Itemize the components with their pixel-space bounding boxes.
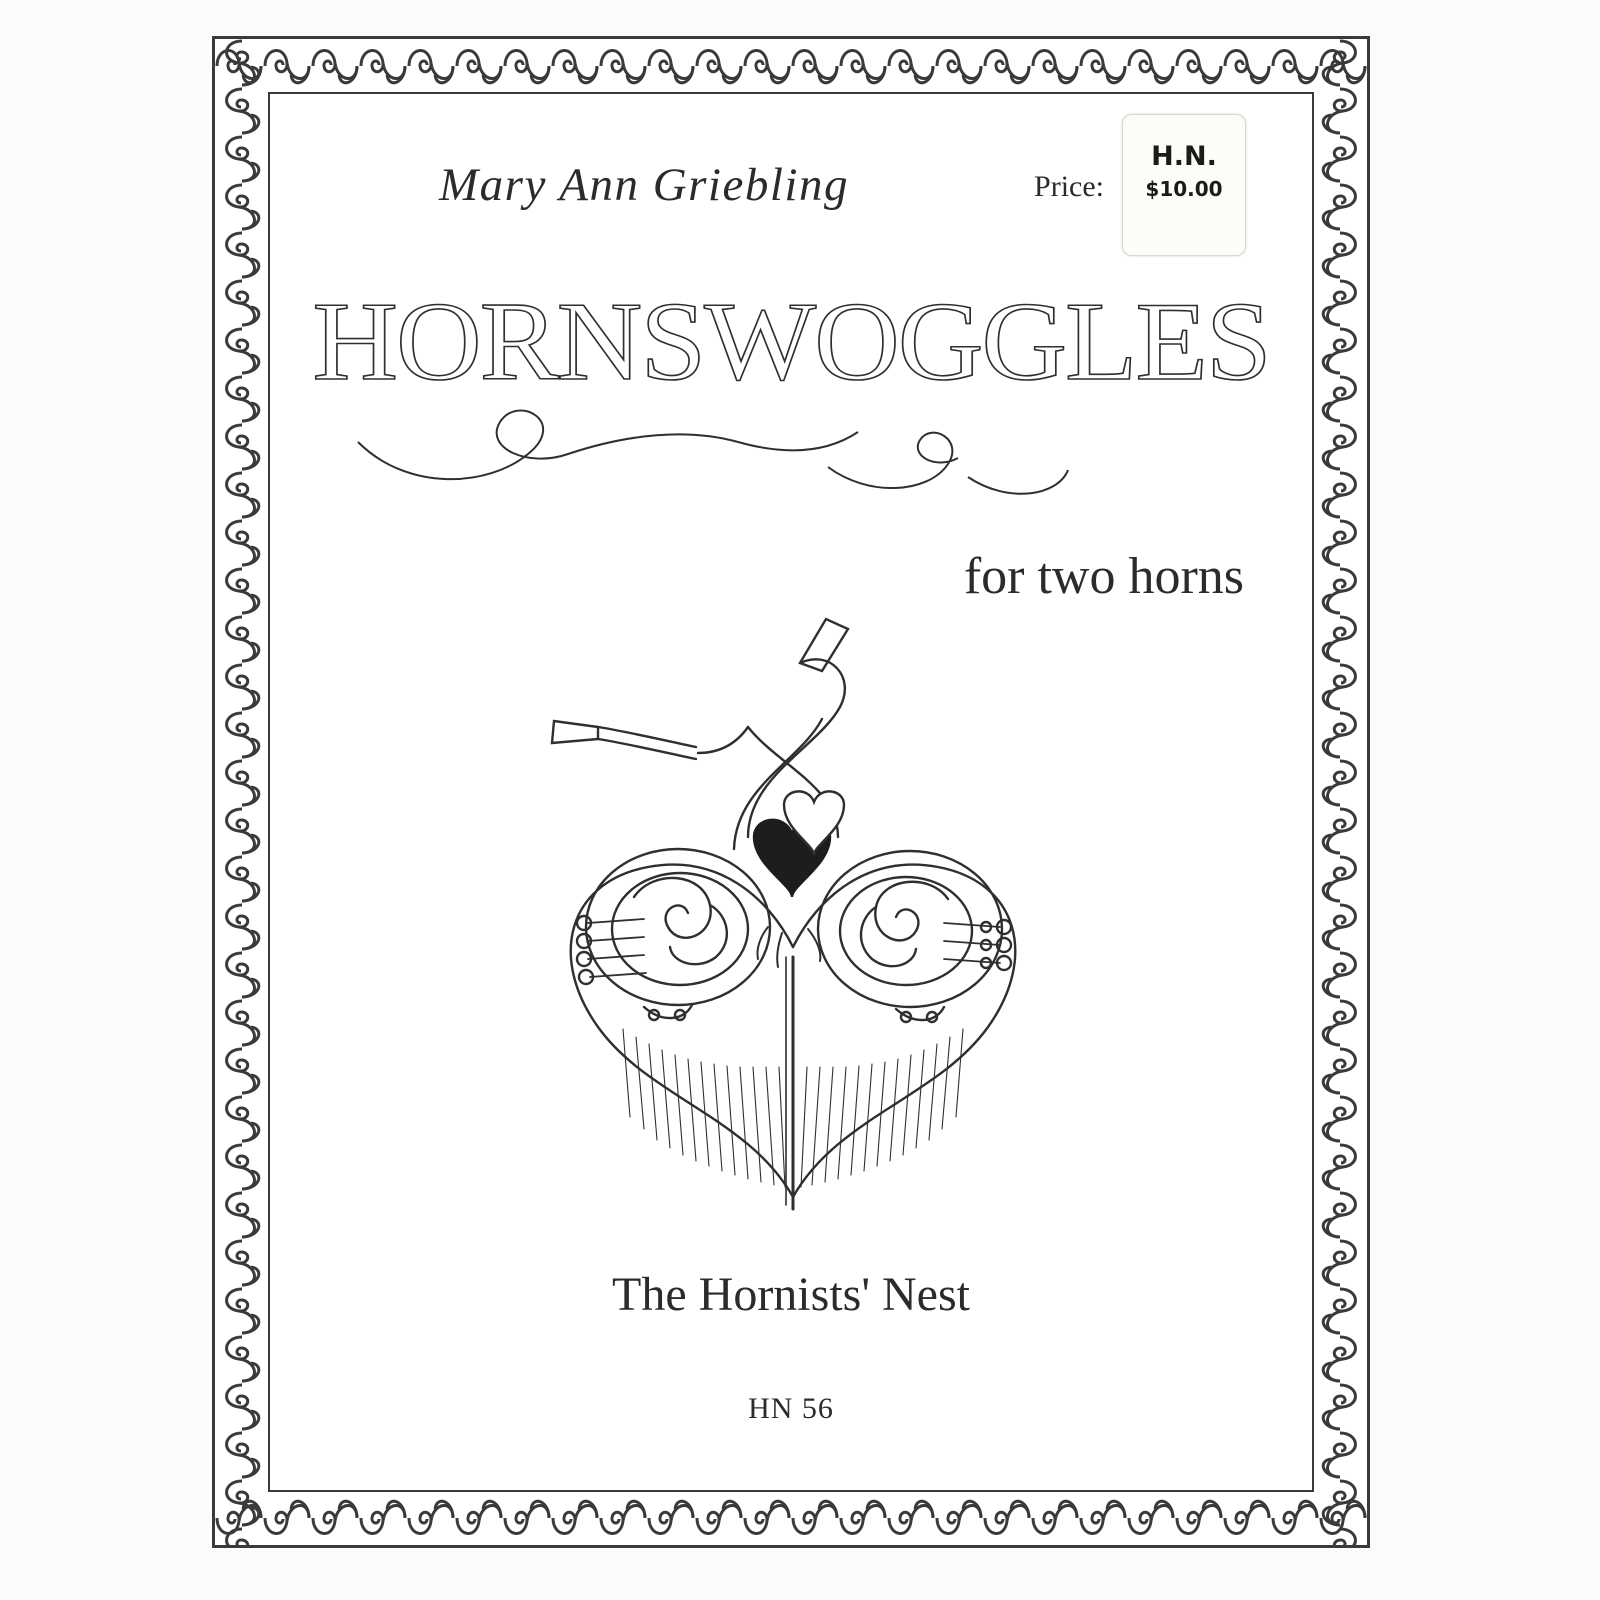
catalog-number: HN 56 [748, 1392, 834, 1425]
page-title: HORNSWOGGLES [312, 280, 1270, 404]
ornamental-border-top [215, 39, 1367, 93]
ornamental-border-right [1313, 39, 1367, 1545]
title-block [268, 282, 1314, 512]
price-sticker-imprint: H.N. [1151, 141, 1217, 172]
title-flourish [358, 411, 1068, 494]
cover-content [268, 92, 1314, 1492]
price-sticker [1122, 114, 1246, 256]
price-sticker-amount: $10.00 [1145, 177, 1223, 201]
price-label: Price: [1034, 170, 1104, 203]
ornamental-border-bottom [215, 1491, 1367, 1545]
subtitle: for two horns [963, 548, 1244, 605]
ornamental-border-left [215, 39, 269, 1545]
publisher-name: The Hornists' Nest [612, 1268, 970, 1321]
two-french-horns-with-hearts-illustration [448, 597, 1138, 1237]
composer-name: Mary Ann Griebling [439, 159, 849, 211]
